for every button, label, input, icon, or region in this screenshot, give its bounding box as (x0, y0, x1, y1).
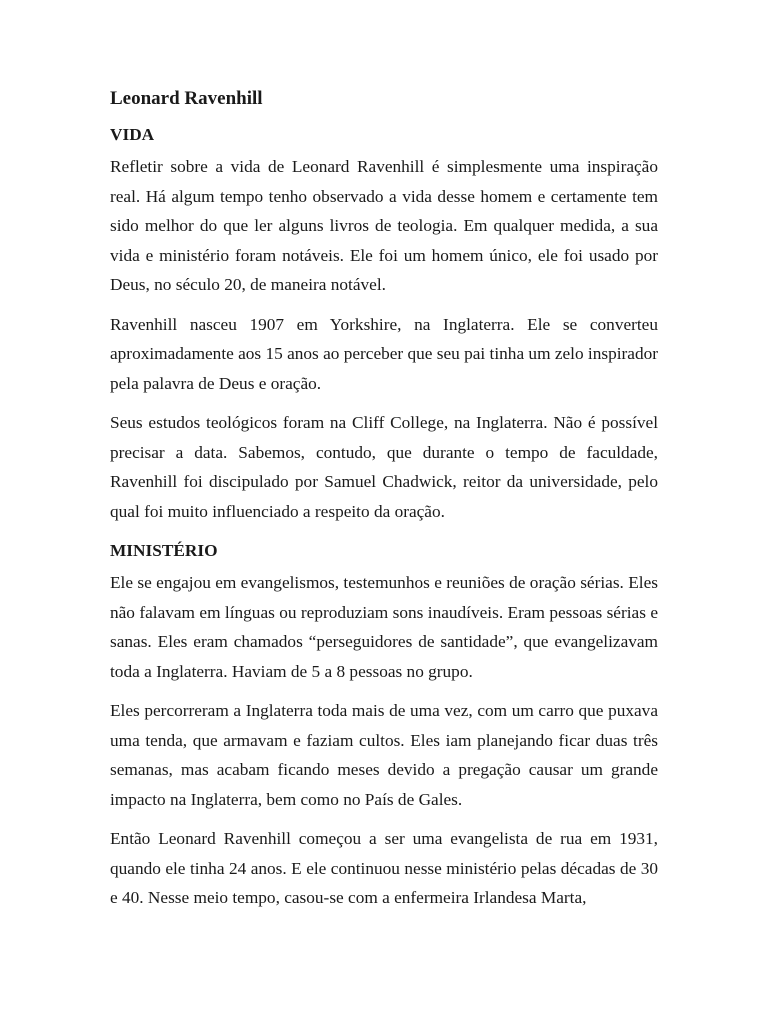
document-title: Leonard Ravenhill (110, 88, 263, 109)
document-page (110, 84, 658, 923)
section-heading-vida: VIDA (110, 125, 155, 144)
section-heading-ministerio: MINISTÉRIO (110, 541, 218, 560)
paragraph: Ravenhill nasceu 1907 em Yorkshire, na Inglaterra. Ele se converteu aproximadamente aos 15 anos ao perceber que seu pai tinha um zelo inspirador pela palavra de Deus e oração. (110, 314, 659, 393)
paragraph: Refletir sobre a vida de Leonard Ravenhill é simplesmente uma inspiração real. Há algum tempo tenho observado a vida desse homem e certamente tem sido melhor do que ler alguns livros de teologia. Em qualquer medida, a sua vida e ministério foram notáveis. Ele foi um homem único, ele foi usado por Deus, no século 20, de maneira notável. (110, 157, 658, 294)
paragraph: Eles percorreram a Inglaterra toda mais de uma vez, com um carro que puxava uma tenda, que armavam e faziam cultos. Eles iam planejando ficar duas três semanas, mas acabam ficando meses devido a pregação causar um grande impacto na Inglaterra, bem como no País de Gales. (110, 701, 658, 809)
paragraph: Ele se engajou em evangelismos, testemunhos e reuniões de oração sérias. Eles não falavam em línguas ou reproduziam sons inaudíveis. Eram pessoas sérias e sanas. Eles eram chamados “perseguidores de santidade”, que evangelizavam toda a Inglaterra. Haviam de 5 a 8 pessoas no grupo. (110, 573, 658, 681)
paragraph: Então Leonard Ravenhill começou a ser uma evangelista de rua em 1931, quando ele tinha 24 anos. E ele continuou nesse ministério pelas décadas de 30 e 40. Nesse meio tempo, casou-se com a enfermeira Irlandesa Marta, (110, 829, 658, 907)
paragraph: Seus estudos teológicos foram na Cliff College, na Inglaterra. Não é possível precisar a data. Sabemos, contudo, que durante o tempo de faculdade, Ravenhill foi discipulado por Samuel Chadwick, reitor da universidade, pelo qual foi muito influenciado a respeito da oração. (110, 413, 658, 521)
